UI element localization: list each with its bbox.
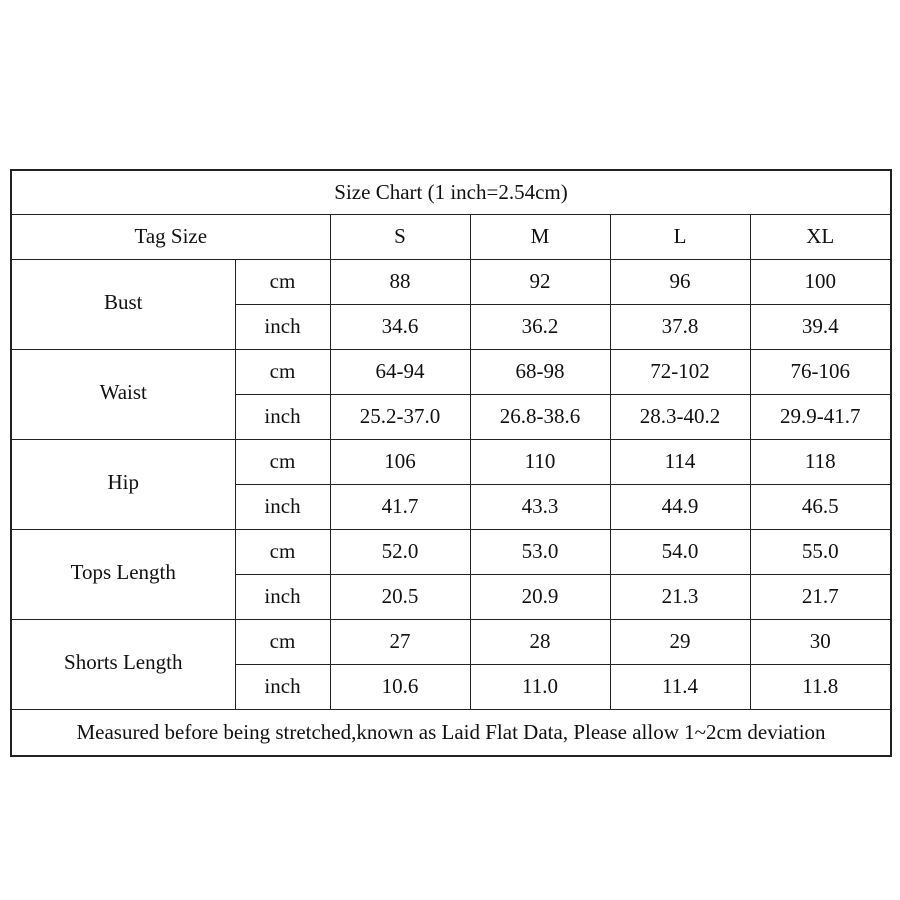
value-cell: 11.8 [750,664,891,709]
value-cell: 11.4 [610,664,750,709]
value-cell: 88 [330,259,470,304]
value-cell: 30 [750,619,891,664]
unit-label: inch [235,664,330,709]
chart-title: Size Chart (1 inch=2.54cm) [11,170,891,214]
value-cell: 100 [750,259,891,304]
value-cell: 52.0 [330,529,470,574]
value-cell: 106 [330,439,470,484]
value-cell: 41.7 [330,484,470,529]
unit-label: cm [235,259,330,304]
measurement-name-waist: Waist [11,349,235,439]
tag-size-label: Tag Size [11,214,330,259]
value-cell: 29.9-41.7 [750,394,891,439]
value-cell: 64-94 [330,349,470,394]
value-cell: 72-102 [610,349,750,394]
measurement-name-hip: Hip [11,439,235,529]
value-cell: 114 [610,439,750,484]
shorts-length-cm-row [11,619,891,664]
unit-label: cm [235,619,330,664]
value-cell: 46.5 [750,484,891,529]
measurement-name-shorts-length: Shorts Length [11,619,235,709]
value-cell: 118 [750,439,891,484]
measurement-name-tops-length: Tops Length [11,529,235,619]
unit-label: cm [235,439,330,484]
title-row [11,170,891,214]
unit-label: inch [235,394,330,439]
value-cell: 110 [470,439,610,484]
value-cell: 43.3 [470,484,610,529]
value-cell: 37.8 [610,304,750,349]
footer-note: Measured before being stretched,known as Laid Flat Data, Please allow 1~2cm deviation [11,709,891,756]
value-cell: 20.5 [330,574,470,619]
hip-cm-row [11,439,891,484]
value-cell: 53.0 [470,529,610,574]
value-cell: 39.4 [750,304,891,349]
value-cell: 44.9 [610,484,750,529]
unit-label: inch [235,574,330,619]
value-cell: 26.8-38.6 [470,394,610,439]
unit-label: cm [235,349,330,394]
size-header-s: S [330,214,470,259]
bust-cm-row [11,259,891,304]
unit-label: inch [235,484,330,529]
value-cell: 68-98 [470,349,610,394]
size-chart-body [11,170,891,756]
value-cell: 29 [610,619,750,664]
value-cell: 76-106 [750,349,891,394]
value-cell: 20.9 [470,574,610,619]
value-cell: 96 [610,259,750,304]
value-cell: 92 [470,259,610,304]
size-chart-table [10,169,892,757]
size-header-l: L [610,214,750,259]
measurement-name-bust: Bust [11,259,235,349]
unit-label: inch [235,304,330,349]
value-cell: 27 [330,619,470,664]
value-cell: 34.6 [330,304,470,349]
unit-label: cm [235,529,330,574]
tops-length-cm-row [11,529,891,574]
header-row [11,214,891,259]
value-cell: 55.0 [750,529,891,574]
value-cell: 28.3-40.2 [610,394,750,439]
value-cell: 54.0 [610,529,750,574]
value-cell: 10.6 [330,664,470,709]
waist-cm-row [11,349,891,394]
size-header-xl: XL [750,214,891,259]
value-cell: 28 [470,619,610,664]
value-cell: 11.0 [470,664,610,709]
size-header-m: M [470,214,610,259]
value-cell: 21.7 [750,574,891,619]
footer-row [11,709,891,756]
value-cell: 21.3 [610,574,750,619]
value-cell: 36.2 [470,304,610,349]
value-cell: 25.2-37.0 [330,394,470,439]
